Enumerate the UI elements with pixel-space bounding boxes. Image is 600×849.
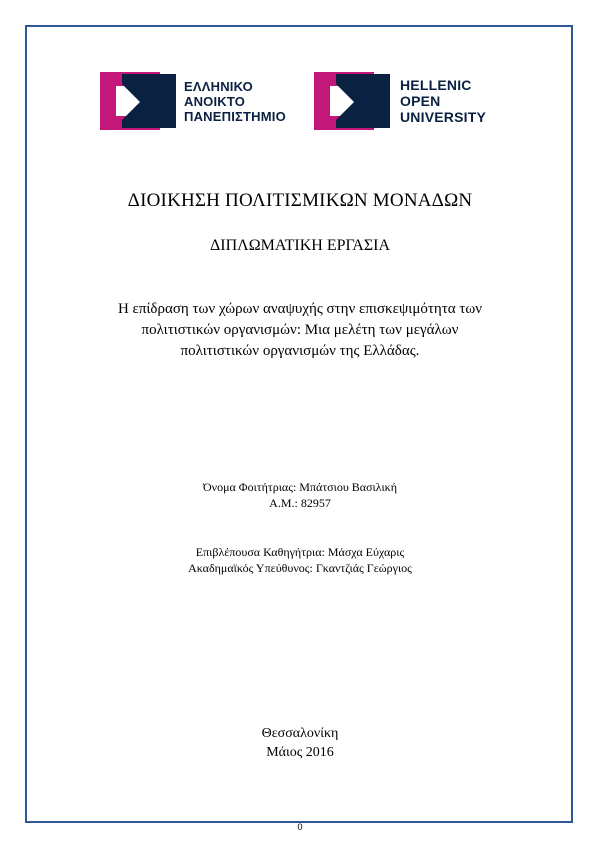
hou-emblem-icon (100, 72, 178, 130)
logo-greek-line-1: ΕΛΛΗΝΙΚΟ (184, 78, 253, 94)
place-date (0, 724, 600, 762)
thesis-title-line-1: Η επίδραση των χώρων αναψυχής στην επισκεψιμότητα των (117, 301, 483, 317)
hou-emblem-icon (314, 72, 392, 130)
logo-greek-line-3: ΠΑΝΕΠΙΣΤΗΜΙΟ (184, 108, 286, 124)
logo-greek-line-2: ΑΝΟΙΚΤΟ (184, 93, 246, 109)
hou-logo-greek (100, 72, 286, 130)
hou-logo-english-text (400, 77, 486, 125)
page-border (25, 25, 573, 823)
hou-logo-greek-text (184, 79, 286, 124)
date: Μάιος 2016 (266, 745, 334, 760)
academic-responsible: Ακαδημαϊκός Υπεύθυνος: Γκαντζιάς Γεώργιος (188, 561, 412, 575)
logo-english-line-3: UNIVERSITY (400, 109, 487, 125)
thesis-title-line-2: πολιτιστικών οργανισμών: Μια μελέτη των μεγάλων (141, 322, 459, 338)
supervisor-info (0, 544, 600, 576)
hou-logo-english (314, 72, 486, 130)
place: Θεσσαλονίκη (261, 726, 339, 741)
thesis-title-line-3: πολιτιστικών οργανισμών της Ελλάδας. (180, 343, 420, 359)
logo-english-line-2: OPEN (400, 93, 441, 109)
page-number: 0 (297, 822, 303, 832)
thesis-type-heading: ΔΙΠΛΩΜΑΤΙΚΗ ΕΡΓΑΣΙΑ (209, 237, 391, 254)
student-info (0, 479, 600, 511)
department-heading: ΔΙΟΙΚΗΣΗ ΠΟΛΙΤΙΣΜΙΚΩΝ ΜΟΝΑΔΩΝ (127, 190, 473, 211)
logo-english-line-1: HELLENIC (400, 77, 472, 93)
thesis-title (0, 299, 600, 362)
student-name: Όνομα Φοιτήτριας: Μπάτσιου Βασιλική (202, 480, 397, 494)
supervisor-name: Επιβλέπουσα Καθηγήτρια: Μάσχα Εύχαρις (195, 545, 405, 559)
student-id: Α.Μ.: 82957 (269, 496, 331, 510)
